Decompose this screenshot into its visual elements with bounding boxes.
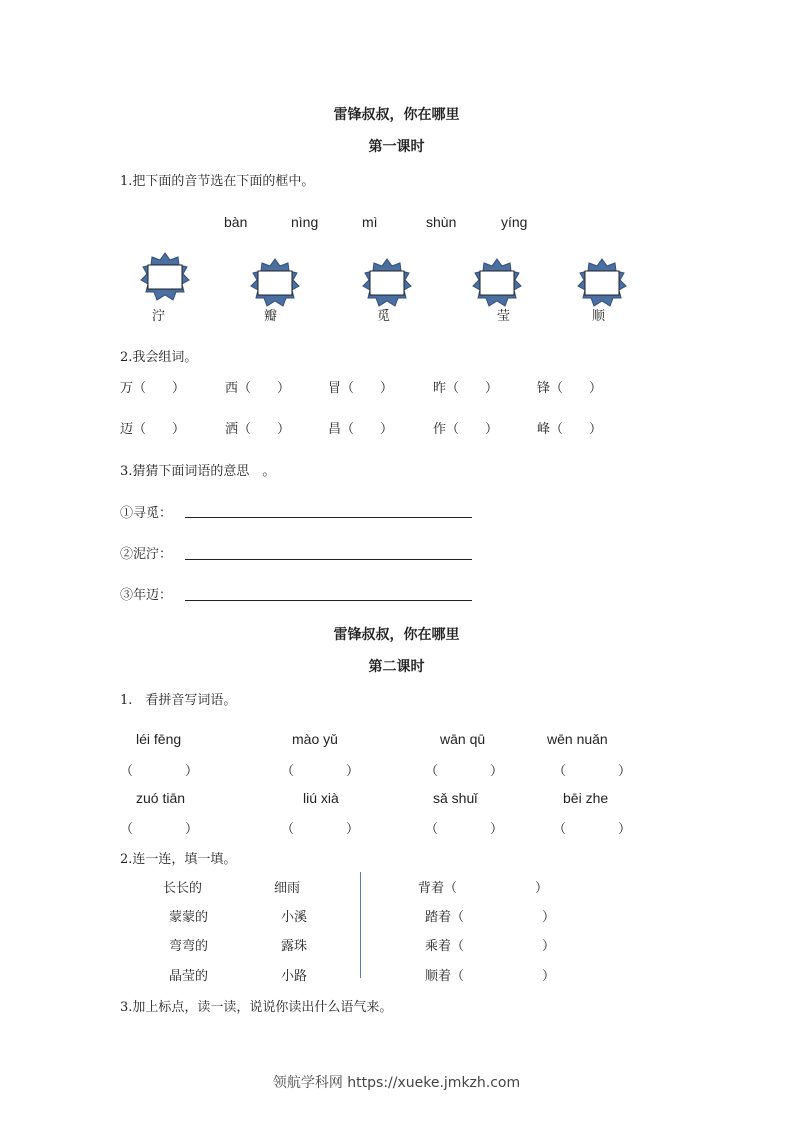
pinyin-label: bàn xyxy=(224,214,248,230)
match-right-item[interactable]: 小路 xyxy=(281,969,308,984)
word-blank[interactable]: 锋（ ） xyxy=(537,381,603,396)
pinyin-answer-blank[interactable]: （ ） xyxy=(553,822,632,837)
pinyin-label: léi fēng xyxy=(136,731,182,747)
pinyin-label: sǎ shuǐ xyxy=(433,790,478,806)
page-title: 雷锋叔叔，你在哪里 xyxy=(333,107,460,123)
match-right-item[interactable]: 露珠 xyxy=(281,939,308,954)
pinyin-answer-blank[interactable]: （ ） xyxy=(120,822,199,837)
question-1-prompt: 1. 看拼音写词语。 xyxy=(120,693,237,708)
question-2-prompt: 2.我会组词。 xyxy=(120,350,198,365)
word-blank[interactable]: 西（ ） xyxy=(225,381,291,396)
pinyin-label: wēn nuǎn xyxy=(547,731,608,747)
pinyin-label: zuó tiān xyxy=(136,790,186,806)
pinyin-answer-blank[interactable]: （ ） xyxy=(425,764,504,779)
page-title: 雷锋叔叔，你在哪里 xyxy=(333,627,460,643)
pinyin-answer-blank[interactable]: （ ） xyxy=(553,764,632,779)
pinyin-label: wān qū xyxy=(440,731,486,747)
character-label: 顺 xyxy=(592,309,606,324)
answer-line[interactable] xyxy=(185,517,472,518)
pinyin-label: mào yǔ xyxy=(292,731,338,747)
answer-line[interactable] xyxy=(185,559,472,560)
meaning-label: ②泥泞： xyxy=(120,547,173,562)
word-blank[interactable]: 迈（ ） xyxy=(120,422,186,437)
word-blank[interactable]: 昨（ ） xyxy=(433,381,499,396)
star-answer-box[interactable] xyxy=(362,258,412,308)
question-2-prompt: 2.连一连，填一填。 xyxy=(120,852,237,867)
pinyin-answer-blank[interactable]: （ ） xyxy=(120,764,199,779)
pinyin-label: bēi zhe xyxy=(563,790,609,806)
question-3-prompt: 3.加上标点，读一读，说说你读出什么语气来。 xyxy=(120,1000,393,1015)
pinyin-label: mì xyxy=(362,214,378,230)
pinyin-label: yíng xyxy=(501,214,528,230)
meaning-label: ①寻觅： xyxy=(120,506,173,521)
star-answer-box[interactable] xyxy=(140,252,190,302)
star-answer-box[interactable] xyxy=(250,258,300,308)
pinyin-label: nìng xyxy=(291,214,319,230)
match-left-item[interactable]: 晶莹的 xyxy=(169,969,209,984)
pinyin-answer-blank[interactable]: （ ） xyxy=(281,822,360,837)
question-1-prompt: 1.把下面的音节选在下面的框中。 xyxy=(120,174,315,189)
meaning-label: ③年迈： xyxy=(120,588,173,603)
match-left-item[interactable]: 长长的 xyxy=(163,881,203,896)
word-blank[interactable]: 昌（ ） xyxy=(328,422,394,437)
character-label: 觅 xyxy=(377,309,391,324)
match-left-item[interactable]: 蒙蒙的 xyxy=(169,910,209,925)
pinyin-label: liú xià xyxy=(303,790,339,806)
match-left-item[interactable]: 弯弯的 xyxy=(169,939,209,954)
character-label: 莹 xyxy=(497,309,511,324)
fill-blank[interactable]: 踏着（ ） xyxy=(425,910,556,925)
divider-line xyxy=(360,872,361,978)
question-3-prompt: 3.猜猜下面词语的意思 。 xyxy=(120,464,276,479)
word-blank[interactable]: 洒（ ） xyxy=(225,422,291,437)
match-right-item[interactable]: 细雨 xyxy=(274,881,301,896)
match-right-item[interactable]: 小溪 xyxy=(281,910,308,925)
fill-blank[interactable]: 背着（ ） xyxy=(418,881,549,896)
lesson-subtitle: 第一课时 xyxy=(368,139,425,155)
word-blank[interactable]: 冒（ ） xyxy=(328,381,394,396)
lesson-subtitle: 第二课时 xyxy=(368,659,425,675)
pinyin-answer-blank[interactable]: （ ） xyxy=(281,764,360,779)
footer-watermark: 领航学科网 https://xueke.jmkzh.com xyxy=(272,1075,521,1091)
character-label: 泞 xyxy=(152,309,166,324)
star-answer-box[interactable] xyxy=(577,258,627,308)
word-blank[interactable]: 作（ ） xyxy=(433,422,499,437)
answer-line[interactable] xyxy=(185,600,472,601)
word-blank[interactable]: 峰（ ） xyxy=(537,422,603,437)
word-blank[interactable]: 万（ ） xyxy=(120,381,186,396)
pinyin-label: shùn xyxy=(426,214,457,230)
fill-blank[interactable]: 乘着（ ） xyxy=(425,939,556,954)
pinyin-answer-blank[interactable]: （ ） xyxy=(425,822,504,837)
character-label: 瓣 xyxy=(264,309,278,324)
star-answer-box[interactable] xyxy=(472,258,522,308)
fill-blank[interactable]: 顺着（ ） xyxy=(425,969,556,984)
